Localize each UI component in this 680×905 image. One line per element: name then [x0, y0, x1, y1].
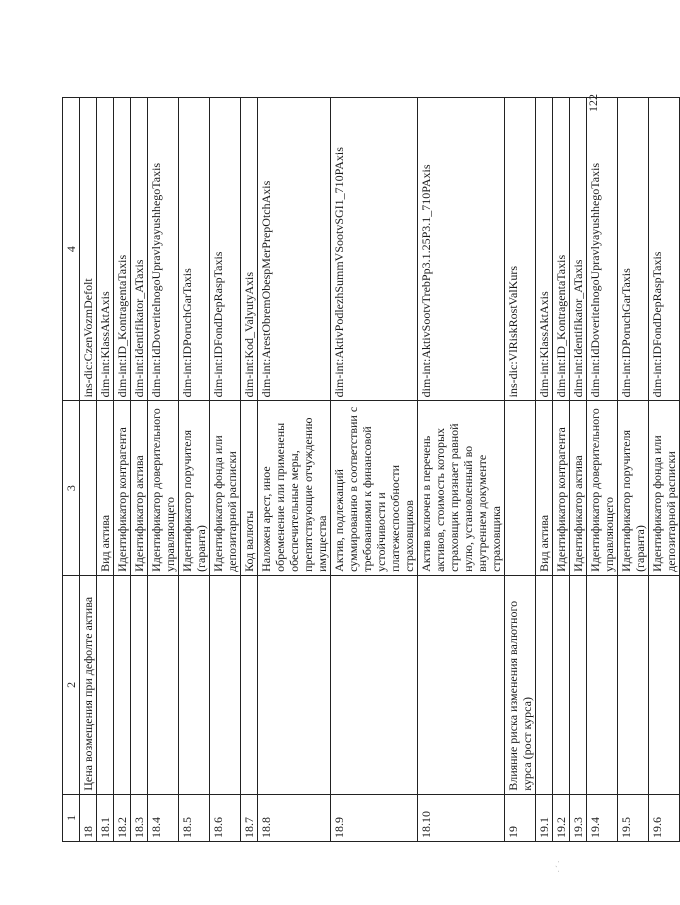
- cell-name: [587, 575, 618, 794]
- cell-num: 18: [80, 794, 97, 841]
- cell-num: 19.1: [536, 794, 553, 841]
- cell-name: [114, 575, 131, 794]
- cell-name: [649, 575, 680, 794]
- cell-code: dim-int:Identifikator_ATaxis: [570, 98, 587, 401]
- cell-code: dim-int:IDPoruchGarTaxis: [179, 98, 210, 401]
- table-row: [536, 98, 553, 842]
- cell-num: 19.4: [587, 794, 618, 841]
- cell-name: [131, 575, 148, 794]
- cell-name: Цена возмещения при дефолте актива: [80, 575, 97, 794]
- table-row: [210, 98, 241, 842]
- cell-num: 18.9: [331, 794, 418, 841]
- table-row: [179, 98, 210, 842]
- cell-desc: Идентификатор актива: [570, 401, 587, 576]
- cell-name: [536, 575, 553, 794]
- cell-code: dim-int:IdDoveritelnogoUpravlyayushhegoTaxis: [587, 98, 618, 401]
- cell-num: 18.7: [241, 794, 258, 841]
- cell-desc: Вид актива: [536, 401, 553, 576]
- table-row: [258, 98, 331, 842]
- table-row: [131, 98, 148, 842]
- cell-desc: Идентификатор поручителя (гаранта): [179, 401, 210, 576]
- cell-num: 19: [505, 794, 536, 841]
- cell-name: [179, 575, 210, 794]
- header-col-3: 3: [63, 401, 80, 576]
- cell-code: dim-int:AktivSootvTrebPp3.1.25P3.1_710PAxis: [418, 98, 505, 401]
- cell-code: dim-int:IDFondDepRaspTaxis: [649, 98, 680, 401]
- table-row: [241, 98, 258, 842]
- cell-desc: Вид актива: [97, 401, 114, 576]
- cell-desc: Идентификатор поручителя (гаранта): [618, 401, 649, 576]
- cell-num: 18.5: [179, 794, 210, 841]
- cell-num: 18.8: [258, 794, 331, 841]
- table-row: [331, 98, 418, 842]
- cell-code: dim-int:IDFondDepRaspTaxis: [210, 98, 241, 401]
- cell-num: 18.10: [418, 794, 505, 841]
- cell-code: dim-int:IDPoruchGarTaxis: [618, 98, 649, 401]
- cell-desc: [80, 401, 97, 576]
- table-row: [587, 98, 618, 842]
- cell-name: [97, 575, 114, 794]
- cell-num: 18.6: [210, 794, 241, 841]
- cell-num: 18.4: [148, 794, 179, 841]
- table-row: [553, 98, 570, 842]
- cell-desc: Идентификатор доверительного управляющего: [148, 401, 179, 576]
- table-row: [148, 98, 179, 842]
- data-table: [62, 97, 680, 842]
- cell-name: [241, 575, 258, 794]
- cell-desc: Наложен арест, иное обременение или применены обеспечительные меры, препятствующие отчуждению имущества: [258, 401, 331, 576]
- cell-desc: Идентификатор актива: [131, 401, 148, 576]
- cell-name: [618, 575, 649, 794]
- table-row: [97, 98, 114, 842]
- cell-num: 18.3: [131, 794, 148, 841]
- cell-name: [570, 575, 587, 794]
- cell-num: 18.1: [97, 794, 114, 841]
- table-row: [618, 98, 649, 842]
- cell-name: [553, 575, 570, 794]
- page-number: 122: [586, 94, 600, 112]
- cell-desc: Идентификатор контрагента: [114, 401, 131, 576]
- cell-num: 19.6: [649, 794, 680, 841]
- cell-desc: Код валюты: [241, 401, 258, 576]
- cell-code: dim-int:KlassAktAxis: [97, 98, 114, 401]
- cell-desc: Идентификатор доверительного управляющего: [587, 401, 618, 576]
- cell-code: dim-int:ID_KontragentaTaxis: [114, 98, 131, 401]
- cell-code: dim-int:KlassAktAxis: [536, 98, 553, 401]
- cell-code: dim-int:ArestObremObespMerPrepOtchAxis: [258, 98, 331, 401]
- cell-code: dim-int:ID_KontragentaTaxis: [553, 98, 570, 401]
- cell-code: ins-dic:CzenVozmDefolt: [80, 98, 97, 401]
- cell-num: 19.5: [618, 794, 649, 841]
- cell-code: dim-int:Identifikator_ATaxis: [131, 98, 148, 401]
- header-col-4: 4: [63, 98, 80, 401]
- cell-name: [148, 575, 179, 794]
- header-col-1: 1: [63, 794, 80, 841]
- cell-name: [418, 575, 505, 794]
- cell-desc: [505, 401, 536, 576]
- cell-num: 18.2: [114, 794, 131, 841]
- cell-num: 19.2: [553, 794, 570, 841]
- cell-desc: Идентификатор фонда или депозитарной расписки: [649, 401, 680, 576]
- table-row: [505, 98, 536, 842]
- cell-name: [331, 575, 418, 794]
- cell-code: ins-dic:VlRiskRostValKurs: [505, 98, 536, 401]
- cell-desc: Идентификатор контрагента: [553, 401, 570, 576]
- table-row: [649, 98, 680, 842]
- cell-desc: Актив, подлежащий суммированию в соответствии с требованиями к финансовой устойчивости и платежеспособности страховщиков: [331, 401, 418, 576]
- header-col-2: 2: [63, 575, 80, 794]
- cell-name: [210, 575, 241, 794]
- table-row: [80, 98, 97, 842]
- table-body: [80, 98, 680, 842]
- table-row: [570, 98, 587, 842]
- table-header-row: [63, 98, 80, 842]
- table-row: [114, 98, 131, 842]
- cell-code: dim-int:IdDoveritelnogoUpravlyayushhegoTaxis: [148, 98, 179, 401]
- cell-name: [258, 575, 331, 794]
- cell-desc: Актив включен в перечень активов, стоимость которых страховщик признает равной нулю, установленный во внутреннем документе страховщика: [418, 401, 505, 576]
- scan-mark: · ´ ·: [554, 860, 564, 873]
- cell-name: Влияние риска изменения валютного курса (рост курса): [505, 575, 536, 794]
- cell-desc: Идентификатор фонда или депозитарной расписки: [210, 401, 241, 576]
- cell-code: dim-int:AktivPodlezhSummVSootvSGI1_710PAxis: [331, 98, 418, 401]
- table-row: [418, 98, 505, 842]
- cell-num: 19.3: [570, 794, 587, 841]
- cell-code: dim-int:Kod_ValyutyAxis: [241, 98, 258, 401]
